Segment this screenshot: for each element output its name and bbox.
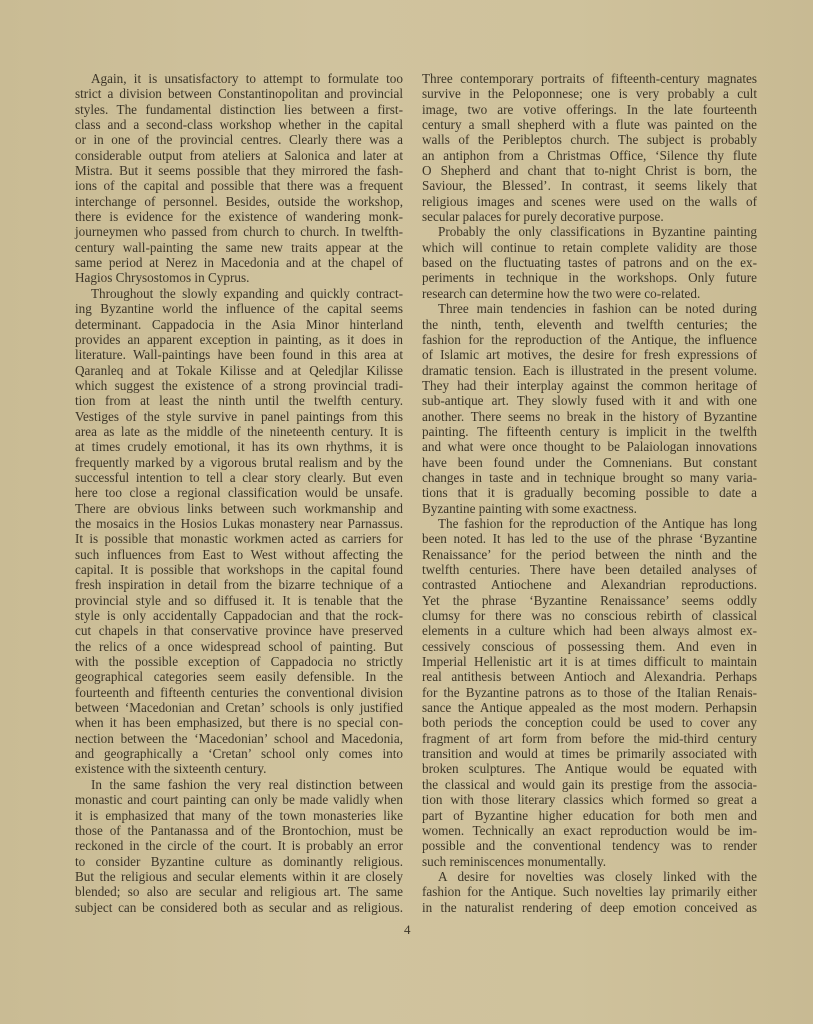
text-line: fresh inspiration in detail from the bizarre technique of a — [75, 577, 403, 593]
text-line: both periods the conception could be used to cover any — [422, 715, 757, 731]
paragraph — [422, 71, 757, 224]
text-line: the classical and would gain its prestige from the associa- — [422, 776, 757, 792]
text-line: journeymen who passed from church to church. In twelfth- — [75, 224, 403, 240]
text-line: nection between the ‘Macedonian’ school and Macedonia, — [75, 730, 403, 746]
text-line: In the same fashion the very real distinction between — [91, 776, 403, 792]
text-line: sance the Antique appealed as the most modern. Perhapsin — [422, 700, 757, 716]
text-line: it is emphasized that many of the town monasteries like — [75, 807, 403, 823]
text-line: for the Byzantine patrons as to those of the Italian Renais- — [422, 684, 757, 700]
text-line: fashion for the Antique. Such novelties lay primarily either — [422, 884, 757, 900]
text-line: determinant. Cappadocia in the Asia Minor hinterland — [75, 316, 403, 332]
text-line: between ‘Macedonian and Cretan’ schools is only justified — [75, 700, 403, 716]
text-line: A desire for novelties was closely linked with the — [438, 868, 757, 884]
text-line: an antiphon from a Christmas Office, ‘Silence thy flute — [422, 147, 757, 163]
text-line: The fashion for the reproduction of the Antique has long — [438, 515, 757, 531]
text-line: class and a second-class workshop whether in the capital — [75, 117, 403, 133]
paragraph — [422, 516, 757, 869]
text-line: sub-antique art. They slowly fused with it and with one — [422, 393, 757, 409]
text-line: there is evidence for the existence of wandering monk- — [75, 209, 403, 225]
text-line: But the religious and secular elements within it are closely — [75, 868, 403, 884]
text-line: Imperial Hellenistic art it is at times difficult to maintain — [422, 654, 757, 670]
text-line: walls of the Peribleptos church. The subject is probably — [422, 132, 757, 148]
text-line: Three main tendencies in fashion can be noted during — [438, 301, 757, 317]
text-line: which will continue to retain complete validity are those — [422, 239, 757, 255]
text-line: women. Technically an exact reproduction would be im- — [422, 822, 757, 838]
text-line: Vestiges of the style survive in panel paintings from this — [75, 408, 403, 424]
text-line: and what were once thought to be Palaiologan innovations — [422, 439, 757, 455]
text-line: transition and would at times be primarily associated with — [422, 746, 757, 762]
text-line: secular palaces for purely decorative purpose. — [422, 209, 664, 225]
paragraph — [75, 777, 403, 915]
text-line: when it has been emphasized, but there is no special con- — [75, 715, 403, 731]
text-line: with the possible exception of Cappadocia no strictly — [75, 654, 403, 670]
text-line: Hagios Chrysostomos in Cyprus. — [75, 270, 250, 286]
text-line: reckoned in the circle of the court. It is probably an error — [75, 838, 403, 854]
text-line: Byzantine painting with some exactness. — [422, 500, 637, 516]
text-line: provincial style and so diffused it. It is tenable that the — [75, 592, 403, 608]
text-line: Again, it is unsatisfactory to attempt to formulate too — [91, 71, 403, 86]
paragraph — [422, 301, 757, 516]
text-line: frequently marked by a vigorous brutal realism and by the — [75, 454, 403, 470]
text-line: Saviour, the Blessed’. In contrast, it seems likely that — [422, 178, 757, 194]
text-line: research can determine how the two were co-related. — [422, 285, 701, 301]
text-line: Qaranleq and at Tokale Kilisse and at Qeledjlar Kilisse — [75, 362, 403, 378]
text-line: which suggest the existence of a strong provincial tradi- — [75, 377, 403, 393]
text-line: or in one of the provincial centres. Clearly there was a — [75, 132, 403, 148]
text-line: the ninth, tenth, eleventh and twelfth centuries; the — [422, 316, 757, 332]
text-line: style is only accidentally Cappadocian and that the rock- — [75, 608, 403, 624]
text-line: broken sculptures. The Antique would be equated with — [422, 761, 757, 777]
text-line: fashion for the reproduction of the Antique, the influence — [422, 331, 757, 347]
text-line: in the naturalist rendering of deep emotion conceived as — [422, 899, 757, 915]
text-line: the mosaics in the Hosios Lukas monastery near Parnassus. — [75, 515, 403, 531]
text-line: and geographically a ‘Cretan’ school only comes into — [75, 746, 403, 762]
text-line: tions that it is gradually becoming possible to date a — [422, 485, 757, 501]
text-line: blended; so also are secular and religious art. The same — [75, 884, 403, 900]
text-line: tion with those literary classics which formed so great a — [422, 792, 757, 808]
text-line: interchange of personnel. Besides, outside the workshop, — [75, 193, 403, 209]
text-line: Mistra. But it seems possible that they mirrored the fash- — [75, 163, 403, 179]
text-line: They had their interplay against the common heritage of — [422, 377, 757, 393]
text-line: painting. The fifteenth century is implicit in the twelfth — [422, 423, 757, 439]
text-line: area as late as the middle of the nineteenth century. It is — [75, 423, 403, 439]
text-line: cessively conscious of possessing them. And even in — [422, 638, 757, 654]
text-line: ions of the capital and possible that there was a frequent — [75, 178, 403, 194]
text-line: literature. Wall-paintings have been found in this area at — [75, 347, 403, 363]
text-line: cut chapels in that conservative province have preserved — [75, 623, 403, 639]
text-line: It is possible that monastic workmen acted as carriers for — [75, 531, 403, 547]
text-line: those of the Pantanassa and of the Brontochion, must be — [75, 822, 403, 838]
text-line: century wall-painting the same new traits appear at the — [75, 239, 403, 255]
text-line: provides an apparent exception in painting, as it does in — [75, 331, 403, 347]
text-line: Renaissance’ for the period between the ninth and the — [422, 546, 757, 562]
text-line: such influences from East to West without affecting the — [75, 546, 403, 562]
text-line: to consider Byzantine culture as dominantly religious. — [75, 853, 403, 869]
text-line: have been found under the Comnenians. But constant — [422, 454, 757, 470]
text-line: Probably the only classifications in Byzantine painting — [438, 224, 757, 240]
text-line: fragment of art form from before the mid-third century — [422, 730, 757, 746]
text-line: survive in the Peloponnese; one is very probably a cult — [422, 86, 757, 102]
text-line: possible and the conventional tendency was to render — [422, 838, 757, 854]
text-line: century a small shepherd with a flute was painted on the — [422, 117, 757, 133]
page-number: 4 — [404, 922, 411, 937]
text-line: here too close a regional classification would be unsafe. — [75, 485, 403, 501]
text-line: Yet the phrase ‘Byzantine Renaissance’ seems oddly — [422, 592, 757, 608]
text-line: at times crudely emotional, it has its own rhythms, it is — [75, 439, 403, 455]
text-line: contrasted Antiochene and Alexandrian reproductions. — [422, 577, 757, 593]
text-line: religious images and scenes were used on the walls of — [422, 193, 757, 209]
text-line: such reminiscences monumentally. — [422, 853, 607, 869]
text-line: Throughout the slowly expanding and quickly contract- — [91, 285, 403, 301]
text-line: the relics of a once widespread school of painting. But — [75, 638, 403, 654]
text-line: part of Byzantine higher education for both men and — [422, 807, 757, 823]
text-line: monastic and court painting can only be made validly when — [75, 792, 403, 808]
text-line: dramatic tension. Each is illustrated in the present volume. — [422, 362, 757, 378]
text-line: clumsy for there was no conscious rebirth of classical — [422, 608, 757, 624]
text-line: been noted. It has led to the use of the phrase ‘Byzantine — [422, 531, 757, 547]
text-line: geographical categories seem easily defensible. In the — [75, 669, 403, 685]
text-line: another. There seems no break in the history of Byzantine — [422, 408, 757, 424]
text-line: successful intention to tell a clear story clearly. But even — [75, 469, 403, 485]
text-line: considerable output from ateliers at Salonica and later at — [75, 147, 403, 163]
text-line: Three contemporary portraits of fifteenth-century magnates — [422, 71, 757, 86]
text-line: same period at Nerez in Macedonia and at the chapel of — [75, 255, 403, 271]
text-line: changes in taste and in technique brought so many varia- — [422, 469, 757, 485]
text-line: periments in technique in the workshops. Only future — [422, 270, 757, 286]
paragraph — [75, 286, 403, 777]
text-column-right — [422, 71, 757, 915]
text-line: capital. It is possible that workshops in the capital found — [75, 562, 403, 577]
text-line: of Islamic art motives, the desire for fresh expressions of — [422, 347, 757, 363]
text-line: tion from at least the ninth until the twelfth century. — [75, 393, 403, 409]
text-line: real antithesis between Antioch and Alexandria. Perhaps — [422, 669, 757, 685]
text-line: O Shepherd and chant that to-night Christ is born, the — [422, 163, 757, 179]
text-column-left — [75, 71, 403, 915]
paragraph — [75, 71, 403, 286]
text-line: subject can be considered both as secular and as religious. — [75, 899, 403, 915]
text-line: existence with the sixteenth century. — [75, 761, 267, 777]
text-line: elements in a culture which had been always almost ex- — [422, 623, 757, 639]
text-line: styles. The fundamental distinction lies between a first- — [75, 101, 403, 117]
text-line: There are obvious links between such workmanship and — [75, 500, 403, 516]
text-line: strict a division between Constantinopolitan and provincial — [75, 86, 403, 102]
paragraph — [422, 224, 757, 301]
text-line: twelfth centuries. There have been detailed analyses of — [422, 562, 757, 577]
paragraph — [422, 869, 757, 915]
text-line: based on the fluctuating tastes of patrons and on the ex- — [422, 255, 757, 271]
text-line: fourteenth and fifteenth centuries the conventional division — [75, 684, 403, 700]
text-line: ing Byzantine world the influence of the capital seems — [75, 301, 403, 317]
text-line: image, two are votive offerings. In the late fourteenth — [422, 101, 757, 117]
